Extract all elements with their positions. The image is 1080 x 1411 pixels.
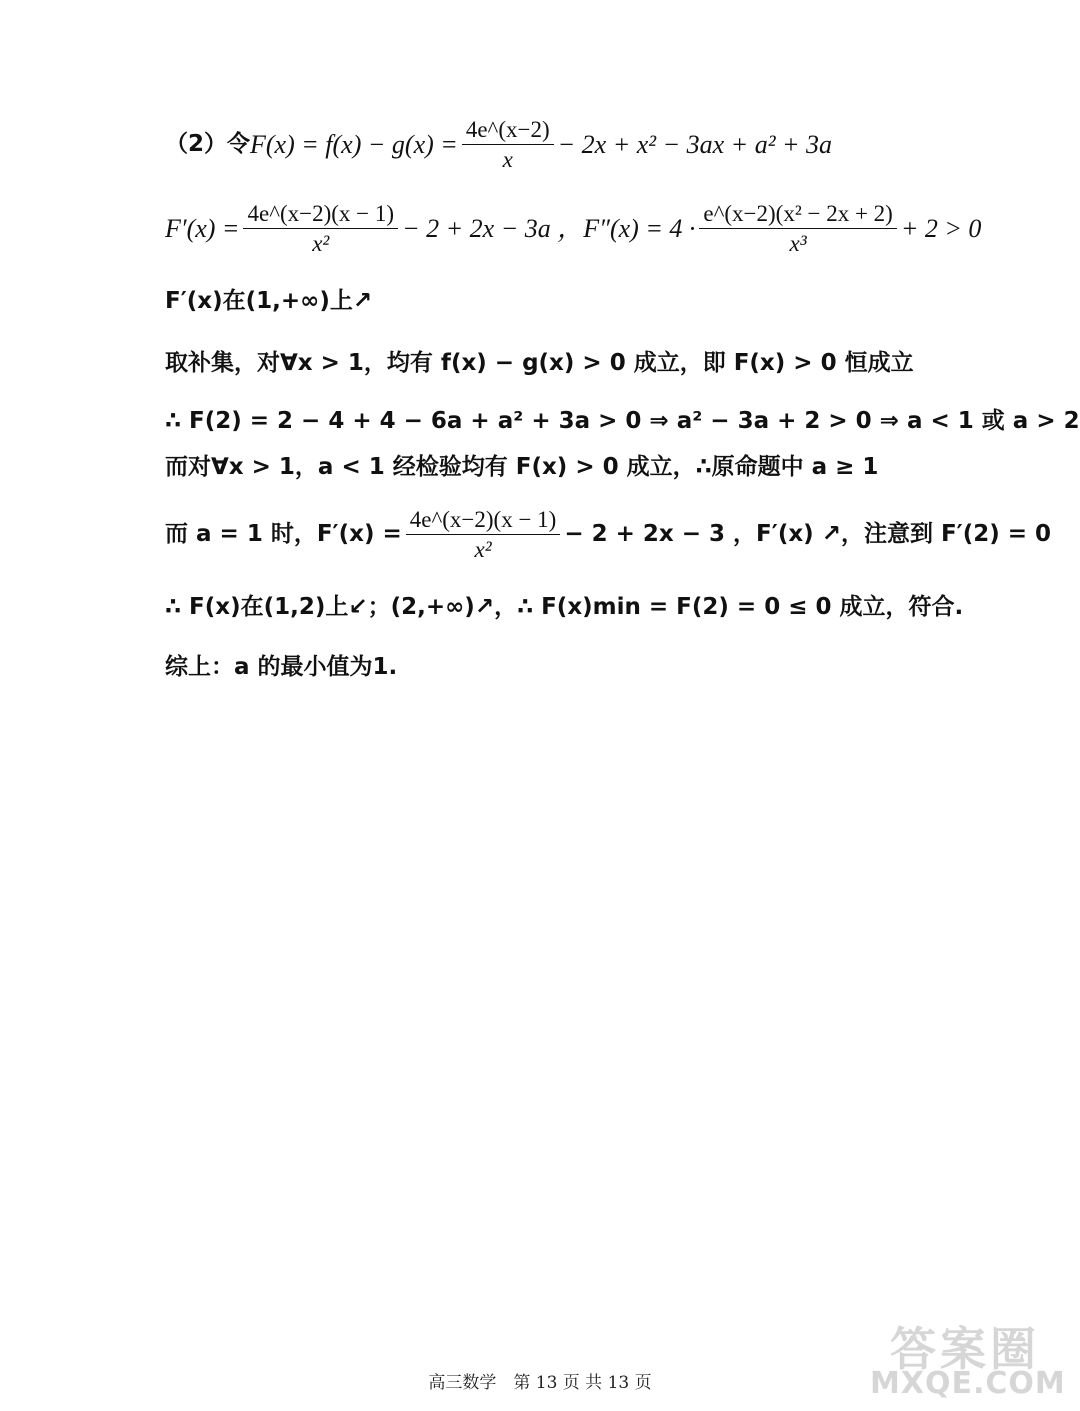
solution-line-6: 而对∀x > 1，a < 1 经检验均有 F(x) > 0 成立，∴原命题中 a ≥ 1 [165,454,879,480]
line2-right: + 2 > 0 [900,213,982,243]
line1-fraction-denominator: x [502,147,513,172]
solution-line-4: 取补集，对∀x > 1，均有 f(x) − g(x) > 0 成立，即 F(x) > 0 恒成立 [165,350,914,376]
line2-fraction-2-numerator: e^(x−2)(x² − 2x + 2) [699,202,896,229]
line2-fraction [243,202,398,255]
line1-left: F(x) = f(x) − g(x) = [250,129,458,159]
watermark-bottom-text: MXQE.COM [870,1366,1066,1401]
line2-fraction-numerator: 4e^(x−2)(x − 1) [243,202,398,229]
line1-fraction-numerator: 4e^(x−2) [462,118,554,145]
solution-line-7 [165,508,1051,561]
watermark-logo [870,1313,1066,1401]
line7-fraction [406,508,561,561]
solution-line-2 [165,202,981,255]
line2-fraction-denominator: x² [312,231,330,256]
line7-fraction-denominator: x² [474,537,492,562]
part-label: （2）令 [165,131,251,157]
line2-fraction-2 [699,202,896,255]
line2-left: F′(x) = [165,213,240,243]
solution-line-1 [165,118,832,171]
line7-right: − 2 + 2x − 3 ，F′(x) ↗，注意到 F′(2) = 0 [564,521,1052,547]
line7-fraction-numerator: 4e^(x−2)(x − 1) [406,508,561,535]
line2-fraction-2-denominator: x³ [789,231,807,256]
line7-left: 而 a = 1 时，F′(x) = [165,521,402,547]
line2-mid: − 2 + 2x − 3a ，F″(x) = 4 · [402,213,696,243]
solution-line-9: 综上：a 的最小值为1. [165,654,398,680]
solution-line-3: F′(x)在(1,+∞)上↗ [165,288,373,314]
solution-line-5: ∴ F(2) = 2 − 4 + 4 − 6a + a² + 3a > 0 ⇒ a² − 3a + 2 > 0 ⇒ a < 1 或 a > 2 [165,408,1080,434]
line1-fraction [462,118,554,171]
watermark-top-text: 答案圈 [890,1322,1040,1376]
solution-line-8: ∴ F(x)在(1,2)上↙；(2,+∞)↗，∴ F(x)min = F(2) = 0 ≤ 0 成立，符合. [165,594,964,620]
line1-right: − 2x + x² − 3ax + a² + 3a [557,129,833,159]
page-footer: 高三数学 第 13 页 共 13 页 [428,1373,652,1393]
